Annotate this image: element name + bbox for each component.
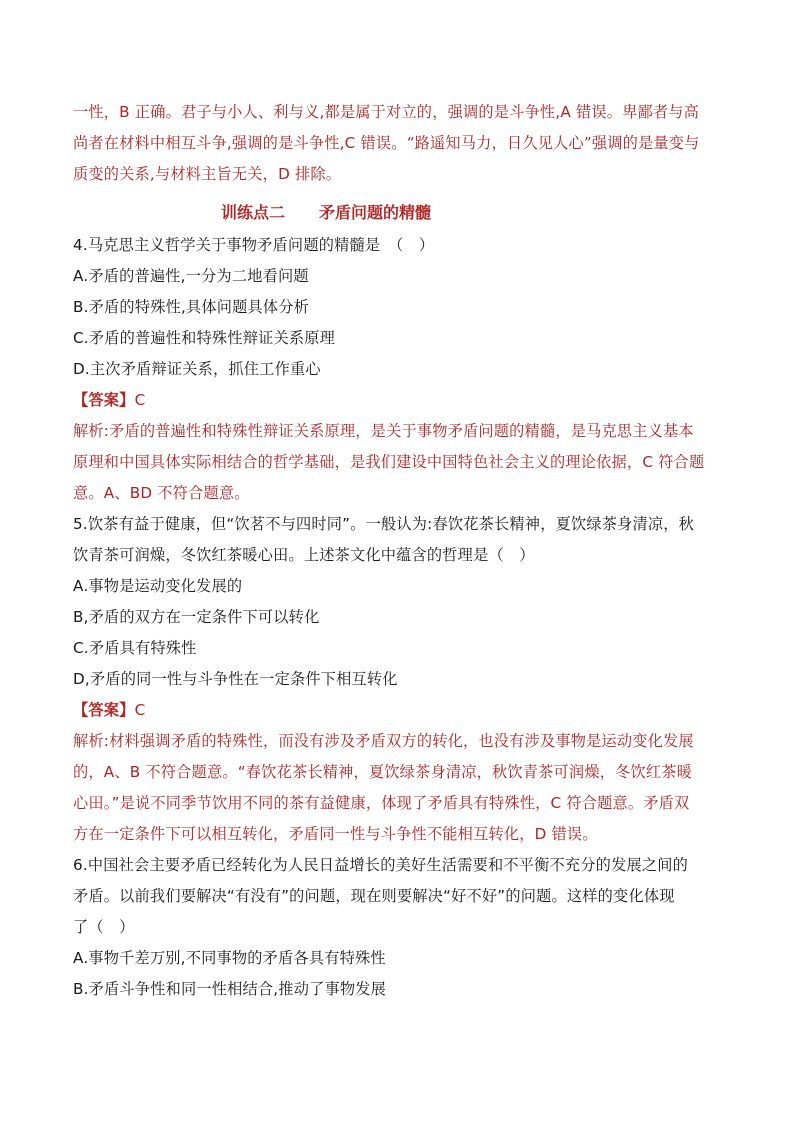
option-b: B.矛盾的特殊性,具体问题具体分析 bbox=[73, 298, 310, 316]
option-c: C.矛盾的普遍性和特殊性辩证关系原理 bbox=[73, 329, 336, 347]
explanation-line bbox=[73, 128, 723, 159]
question-stem: 矛盾。以前我们要解决“有没有”的问题，现在则要解决“好不好”的问题。这样的变化体现 bbox=[73, 887, 675, 905]
explanation-text: 尚者在材料中相互斗争,强调的是斗争性,C 错误。 bbox=[73, 134, 407, 152]
section-title bbox=[221, 198, 723, 228]
question-stem: 4.马克思主义哲学关于事物矛盾问题的精髓是 （ ） bbox=[73, 236, 435, 254]
proverb-quote: “路遥知马力，日久见人心” bbox=[406, 134, 592, 152]
analysis-line: 解析:材料强调矛盾的特殊性，而没有涉及矛盾双方的转化，也没有涉及事物是运动变化发展 bbox=[73, 732, 694, 750]
question-stem: 5.饮茶有益于健康，但“饮茗不与四时同”。一般认为:春饮花茶长精神，夏饮绿茶身清凉，秋 bbox=[73, 515, 695, 533]
option-b: B,矛盾的双方在一定条件下可以转化 bbox=[73, 608, 320, 626]
answer-tag: 【答案】 bbox=[73, 701, 135, 719]
option-a: A.事物千差万别,不同事物的矛盾各具有特殊性 bbox=[73, 949, 386, 967]
intro-explanation bbox=[73, 97, 723, 190]
section-topic: 矛盾问题的精髓 bbox=[319, 203, 432, 222]
option-b: B.矛盾斗争性和同一性相结合,推动了事物发展 bbox=[73, 980, 387, 998]
option-a: A.事物是运动变化发展的 bbox=[73, 577, 243, 595]
option-d: D.主次矛盾辩证关系，抓住工作重心 bbox=[73, 360, 321, 378]
explanation-text: 强调的是量变与 bbox=[591, 134, 700, 152]
answer-line bbox=[73, 695, 723, 726]
question-6 bbox=[73, 850, 723, 1005]
question-5 bbox=[73, 509, 723, 850]
explanation-line: 质变的关系,与材料主旨无关，D 排除。 bbox=[73, 165, 342, 183]
answer-tag: 【答案】 bbox=[73, 391, 135, 409]
analysis-line: 心田。”是说不同季节饮用不同的茶有益健康，体现了矛盾具有特殊性，C 符合题意。矛盾双 bbox=[73, 794, 690, 812]
answer-value: C bbox=[134, 391, 146, 409]
answer-value: C bbox=[134, 701, 146, 719]
option-c: C.矛盾具有特殊性 bbox=[73, 639, 197, 657]
analysis-line: 解析:矛盾的普遍性和特殊性辩证关系原理，是关于事物矛盾问题的精髓，是马克思主义基本 bbox=[73, 422, 694, 440]
document-page bbox=[73, 97, 723, 1005]
question-stem: 6.中国社会主要矛盾已经转化为人民日益增长的美好生活需要和不平衡不充分的发展之间的 bbox=[73, 856, 689, 874]
option-d: D,矛盾的同一性与斗争性在一定条件下相互转化 bbox=[73, 670, 398, 688]
option-a: A.矛盾的普遍性,一分为二地看问题 bbox=[73, 267, 309, 285]
analysis-line: 原理和中国具体实际相结合的哲学基础，是我们建设中国特色社会主义的理论依据，C 符合题 bbox=[73, 453, 705, 471]
analysis-line: 方在一定条件下可以相互转化，矛盾同一性与斗争性不能相互转化，D 错误。 bbox=[73, 825, 598, 843]
question-stem: 了（ ） bbox=[73, 918, 135, 936]
answer-line bbox=[73, 385, 723, 416]
question-stem: 饮青茶可润燥，冬饮红茶暖心田。上述茶文化中蕴含的哲理是（ ） bbox=[73, 546, 535, 564]
analysis-line: 意。A、BD 不符合题意。 bbox=[73, 484, 250, 502]
explanation-line: 一性，B 正确。君子与小人、利与义,都是属于对立的，强调的是斗争性,A 错误。卑鄙者与高 bbox=[73, 103, 700, 121]
analysis-line: 的，A、B 不符合题意。“春饮花茶长精神，夏饮绿茶身清凉，秋饮青茶可润燥，冬饮红茶暖 bbox=[73, 763, 693, 781]
section-number: 训练点二 bbox=[221, 203, 286, 222]
question-4 bbox=[73, 230, 723, 509]
